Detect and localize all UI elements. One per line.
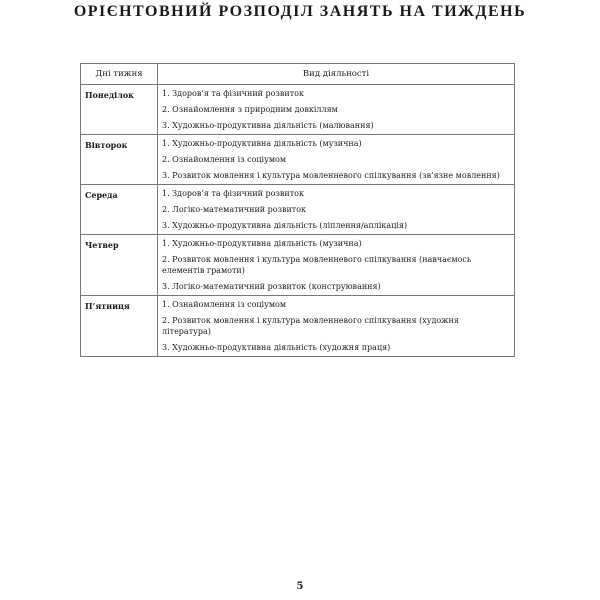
activity-item: 3. Художньо-продуктивна діяльність (малювання) bbox=[162, 121, 374, 130]
activity-item: 1. Здоров’я та фізичний розвиток bbox=[162, 89, 304, 98]
header-activity: Вид діяльності bbox=[158, 64, 515, 85]
activity-item: 3. Художньо-продуктивна діяльність (художня праця) bbox=[162, 343, 391, 352]
activity-item: 2. Розвиток мовлення і культура мовленневого спілкування (навчаємось елементів грамоти) bbox=[162, 255, 472, 275]
table-row bbox=[81, 185, 515, 235]
day-cell: П’ятниця bbox=[81, 296, 158, 357]
page-number: 5 bbox=[296, 581, 304, 592]
table-header-row bbox=[81, 64, 515, 85]
page-title: ОРІЄНТОВНИЙ РОЗПОДІЛ ЗАНЯТЬ НА ТИЖДЕНЬ bbox=[73, 3, 527, 20]
activities-cell bbox=[158, 296, 515, 357]
day-cell: Вівторок bbox=[81, 135, 158, 185]
activity-item: 3. Художньо-продуктивна діяльність (ліплення/аплікація) bbox=[162, 221, 408, 230]
activity-item: 1. Ознайомлення із соціумом bbox=[162, 300, 287, 309]
activity-item: 2. Логіко-математичний розвиток bbox=[162, 205, 307, 214]
activity-item: 1. Художньо-продуктивна діяльність (музична) bbox=[162, 239, 362, 248]
table-row bbox=[81, 235, 515, 296]
table-row bbox=[81, 85, 515, 135]
header-days: Дні тижня bbox=[81, 64, 158, 85]
day-cell: Середа bbox=[81, 185, 158, 235]
day-cell: Четвер bbox=[81, 235, 158, 296]
weekly-schedule-table bbox=[80, 63, 515, 357]
activity-item: 2. Ознайомлення із соціумом bbox=[162, 155, 287, 164]
activities-cell bbox=[158, 185, 515, 235]
activities-cell bbox=[158, 235, 515, 296]
activity-item: 1. Художньо-продуктивна діяльність (музична) bbox=[162, 139, 362, 148]
activity-item: 2. Розвиток мовлення і культура мовленневого спілкування (художня література) bbox=[162, 316, 459, 336]
activities-cell bbox=[158, 85, 515, 135]
table-row bbox=[81, 296, 515, 357]
activity-item: 1. Здоров’я та фізичний розвиток bbox=[162, 189, 304, 198]
activities-cell bbox=[158, 135, 515, 185]
table-row bbox=[81, 135, 515, 185]
activity-item: 3. Логіко-математичний розвиток (конструювання) bbox=[162, 282, 381, 291]
day-cell: Понеділок bbox=[81, 85, 158, 135]
activity-item: 3. Розвиток мовлення і культура мовленневого спілкування (зв’язне мовлення) bbox=[162, 171, 500, 180]
activity-item: 2. Ознайомлення з природним довкіллям bbox=[162, 105, 338, 114]
